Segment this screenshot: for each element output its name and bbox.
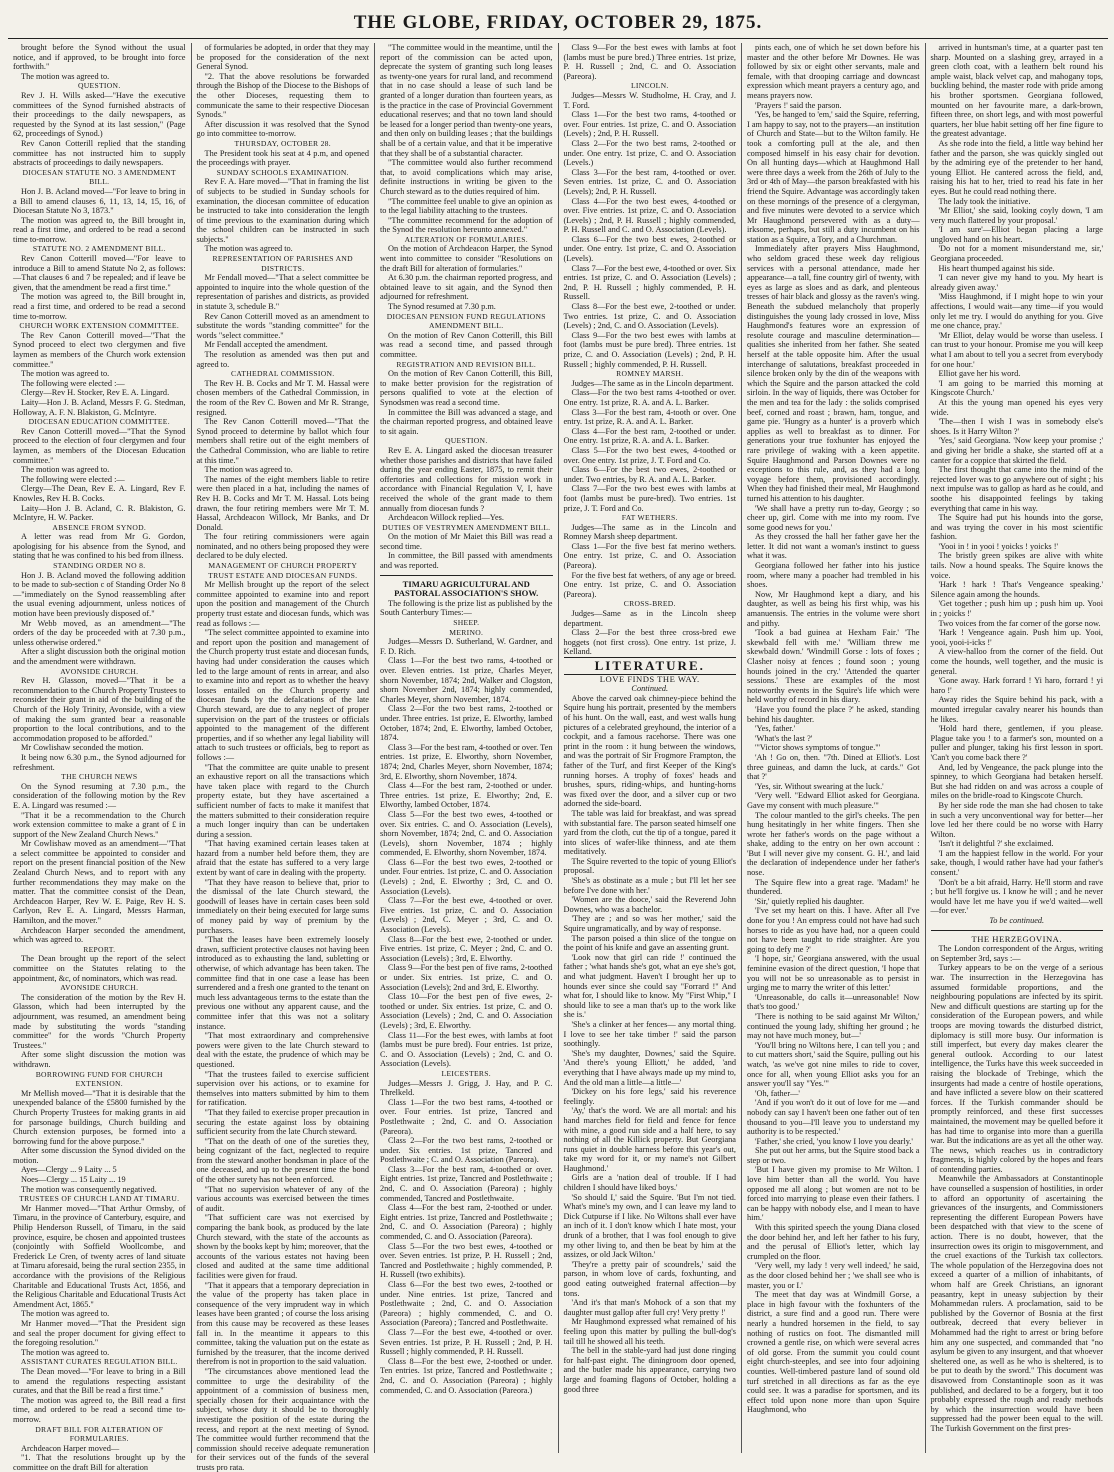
paragraph: 'Mr Elliot,' she said, looking coyly down, 'I am very much flattered by your proposal.' (930, 206, 1103, 225)
paragraph: Class 9—For the best pen of five rams, 2-toothed or under. Six entries. 1st prize, C. and O. Association (Levels); 2nd and 3rd, E. Elworthy. (380, 963, 553, 992)
paragraph: The following were elected :— (21, 378, 125, 388)
paragraph: The President took his seat at 4 p.m, and opened the proceedings with prayer. (196, 148, 369, 168)
paragraph: Class 1—For the two best rams, 4-toothed or over. Four entries. 1st prize, Tancred and Postlethwaite ; 2nd, C. and O. Association (Pareora). (380, 1097, 553, 1136)
paragraph: Clergy—The Dean, Rev E. A. Lingard, Rev F. Knowles, Rev H. B. Cocks. (13, 484, 186, 503)
paragraph: Rev Canon Cotterill moved—"For leave to introduce a Bill to amend Statute No 2, as follows:—That clauses 6 and 7 be repealed; and if leave be given, that the amendment be read a first time." (13, 254, 186, 292)
paragraph: Class 6—For the best two ewes, 2-toothed or under. Four entries. 1st prize, C. and O. Association (Levels) ; 2nd, E. Elworthy ; 3rd, C. and O. Association (Levels). (380, 857, 553, 896)
paragraph: Rev H. Glasson, moved—"That it be a recommendation to the Church Property Trustees to reconsider their grant in aid of the building of the Church of the Holy Trinity, Avonside, with a view of making the sum granted bear a reasonable proportion to the local contributions, and to the accommodation proposed to be afforded." (13, 676, 186, 743)
paragraph: 'Very well. "Edward Elliot asked for Georgiana. Gave my consent with much pleasure."' (747, 791, 920, 810)
paragraph: Class 7—For the best ewe, 4-toothed or over. Seven entries. 1st prize, P. H. Russell ; 2nd, P. H. Russell ; highly commended, P. H. Russell. (380, 1327, 553, 1357)
section-heading: CROSS-BRED. (623, 599, 676, 609)
paragraph: Class 1—For the five best fat merino wethers. One entry. 1st prize, C. and O. Association (Pareora). (563, 541, 736, 571)
paragraph: Class 7—For the best ewe, 4-toothed or over. Six entries. 1st prize, C. and O. Association (Levels) ; 2nd, P. H. Russell ; highly commended, P. H. Russell. (563, 263, 736, 302)
paragraph: 'You'll bring no Wiltons here, I can tell you ; and to cut matters short,' said the Squire, pulling out his watch, 'as we've got nine miles to ride to cover, once for all, when young Elliot asks you for an answer you'll say "Yes."' (747, 1040, 920, 1089)
paragraph: The motion was agreed to. (21, 465, 110, 475)
column-6 (926, 43, 1109, 1453)
paragraph: 'Look now that girl can ride !' continued the father ; 'what hands she's got, what an eye she's got, and what judgment. Haven't I brought her up to hounds ever since she could say "Forrard !" And what for, I should like to know. My "First Whip," I should like to see a man that's up to the work like she is.' (563, 952, 736, 1020)
paragraph: In committee, the Bill passed with amendments and was reported. (380, 551, 553, 571)
paragraph: Class 1—For the best two rams, 4-toothed or over. Four entries. 1st prize, C. and O. Association (Levels) ; 2nd, P. H. Russell. (563, 110, 736, 139)
paragraph: Mr Mellish moved—"That it is desirable that the unexpended balance of the £5800 furnished by the Church Property Trustees for making grants in aid for parsonage buildings, Church building and Church extension purposes, be formed into a borrowing fund for the above purpose." (13, 1088, 186, 1146)
paragraph: arrived in huntsman's time, at a quarter past ten sharp. Mounted on a slashing grey, arrayed in a green cloth coat, with a leathern belt round his ample waist, black velvet cap, and mahogany tops, buckling behind, the master rode with pride among his brother sportsmen. Georgiana followed, mounted on her favourite mare, a dark-brown, fifteen three, on short legs, and with most powerful quarters, her blue habit setting off her fine figure to the greatest advantage. (930, 43, 1103, 139)
paragraph: Class 4—For the best ram, 2-toothed or under. Eight entries. 1st prize, Tancred and Postlethwaite ; 2nd, C. and O. Association (Pareora) ; highly commended, C. and O. Association (Pareora). (380, 1203, 553, 1242)
section-heading: TRUSTEES OF CHURCH LAND AT TIMARU. (19, 1194, 180, 1204)
paragraph: 'Don't be a bit afraid, Harry. He'll storm and rave ; but he'll forgive us. I know he will ; and he never would have let me have you if we'd waited—well—for ever.' (930, 877, 1103, 916)
paragraph: Mr Mellish brought up the report of the select committee appointed to examine into and report upon the position and management of the Church property trust estate and diocesan funds, which was read as follows :— (196, 580, 369, 628)
paragraph: At 6.30 p.m. the chairman reported progress, and obtained leave to sit again, and the Synod then adjourned for refreshment. (380, 273, 553, 302)
paragraph: Class 3—For the best ram, 4-toothed or over. Seven entries. 1st prize, C. and O. Association (Levels); 2nd, P. H. Russell. (563, 167, 736, 196)
paragraph: Rev F. A. Hare moved—"That in framing the list of subjects to be studied in Sunday schools for examination, the diocesan committee of education be instructed to take into consideration the length of time previous to the examination during which the school children can be instructed in such subjects." (196, 177, 369, 244)
paragraph: 'Gone away. Hark forrard ! Yi haro, forrard ! yi haro !' (930, 676, 1103, 695)
paragraph: 'Unreasonable, do calls it—unreasonable! Now that's too good.' (747, 992, 920, 1012)
paragraph: "That most extraordinary and comprehensive powers were given to the late Church steward to deal with the estate, the prudence of which may be questioned. (196, 1031, 369, 1069)
paragraph: 'Women are the dooce,' said the Reverend John Downes, who was a bachelor. (563, 895, 736, 914)
paragraph: Class 1—For the best two rams, 4-toothed or over. Eleven entries. 1st prize, Charles Meyer, shorn November, 1874; 2nd, Walker and Clogston, shorn November 2nd, 1874; highly commended, Charles Meyer, shorn November, 1874. (380, 656, 553, 704)
divider (931, 930, 1104, 931)
section-heading: LINCOLN. (630, 81, 669, 91)
column-4 (559, 43, 743, 1453)
paragraph: Class 7—For the best ewe, 4-toothed or over. Five entries. 1st prize, C. and O. Association (Levels) ; 2nd, C. Meyer ; 3rd, C. and O. Association (Levels). (380, 896, 553, 935)
section-heading: BORROWING FUND FOR CHURCH EXTENSION. (35, 1069, 163, 1089)
paragraph: pints each, one of which he set down before his master and the other before Mr Downes. He was followed by six or eight other servants, male and female, with that drooping carriage and downcast expression which meant prayers a century ago, and means prayers now. (747, 43, 920, 100)
paragraph: 'There is nothing to be said against Mr Wilton,' continued the young lady, shifting her ground ; he may not have much money, but—' (747, 1011, 920, 1041)
paragraph: 'I've set my heart on this. I have. After all I've done for you ! An empress could not have had such horses to ride as you have had, nor a queen could not have been taught to ride straighter. Are you going to defy me ?' (747, 906, 920, 954)
paragraph: "That the committee are quite unable to present an exhaustive report on all the transactions which have taken place with regard to the Church property estate, but they have ascertained a sufficient number of facts to make it manifest that the matters submitted to their consideration require a much longer inquiry than can be undertaken during a session. (196, 762, 369, 839)
paragraph: Away rides the Squire behind his pack, with a mounted irregular cavalry nearer his hounds than he likes. (930, 695, 1103, 724)
paragraph: The Synod resumed at 7.30 p.m. (388, 302, 496, 312)
paragraph: Mr Fendall accepted the amendment. (204, 340, 328, 350)
paragraph: Rev E. A. Lingard asked the diocesan treasurer whether those parishes and districts that have failed during the year ending Easter, 1875, to remit their offertories and collections for mission work in accordance with Financial Regulation V, I, have received the whole of the grant made to them annually from diocesan funds ? (380, 445, 553, 513)
paragraph: 'Yes, sir. Without swearing at the luck.' (755, 781, 884, 791)
paragraph: Two voices from the far corner of the gorse now. (938, 618, 1101, 628)
divider (380, 575, 553, 576)
paragraph: "The circumstances above mentioned lead the committee to urge the desirability of the appointment of a commission of business men, specially chosen for their acquaintance with the subject, whose duty it should be to thoroughly investigate the position of the estate during the recess, and report at the next meeting of Synod. The committee would further recommend that the commission should receive adequate remuneration for their services out of the funds of the several trusts pro rata. (196, 1366, 369, 1472)
paragraph: 'Miss Haughmond, if I might hope to win your affections, I would wait—any time—if you would only let me try. I would do anything for you. Give me one chance, pray.' (930, 292, 1103, 331)
paragraph: 'And it's that man's Mohock of a son that my daughter must gallop after full cry! Very pretty !' (563, 1298, 736, 1317)
paragraph: The four retiring commissioners were again nominated, and no others being proposed they were declared to be duly elected. (196, 532, 369, 561)
paragraph: The Rev Canon Cotterill moved—"That the Synod proceed to elect two clergymen and five laymen as members of the Church work extension committee." (13, 330, 186, 369)
paragraph: 'Very well, my lady ! very well indeed,' he said, as the door closed behind her ; 'we shall see who is master, you or I.' (747, 1261, 920, 1290)
section-heading: ROMNEY MARSH. (616, 369, 684, 379)
paragraph: Laity—Hon J. B. Acland, Messrs F. G. Stedman, Holloway, A. F. N. Blakiston, G. McIntyre. (13, 397, 186, 417)
vote-line: Ayes—Clergy ... 9 Laity ... 5 (21, 1165, 117, 1175)
paragraph: The Dean moved—"For leave to bring in a Bill to amend the regulations respecting assistant curates, and that the Bill be read a first time." (13, 1366, 186, 1396)
paragraph: 'What's the last ?' (755, 733, 813, 743)
paragraph: 'I hope, sir,' Georgiana answered, with the usual feminine evasion of the direct question, 'I hope that you will not be so unreasonable as to persist in urging me to marry the writer of this letter.' (747, 954, 920, 993)
paragraph: Judges—The same as in the Lincoln and Romney Marsh sheep department. (563, 522, 736, 542)
paragraph: Class 2—For the two best rams, 2-toothed or under. Six entries. 1st prize, Tancred and Postlethwaite ; C. and O. Association (Pareora). (380, 1136, 553, 1165)
paragraph: Hon J. B. Acland moved the following addition to be made to sub-section c of Standing Order No 8—"immediately on the Synod reassembling after the usual evening adjournment, unless notices of motion have been previously disposed of." (13, 570, 186, 619)
paragraph: Class 6—For the best two ewes, 2-toothed or under. Two entries, by R. A. and A. L. Barker. (563, 465, 736, 484)
paragraph: 'And if you won't do it out of love for me —and nobody can say I haven't been one father out of ten thousand to you—I'll leave you to understand my authority is to be respected.' (747, 1098, 920, 1137)
section-heading: ALTERATION OF FORMULARIES. (404, 234, 528, 244)
paragraph: "That they have reason to believe that, prior to the dismissal of the late Church steward, the goodwill of leases have in certain cases been sold immediately on their being executed for large sums of money paid by way of premium by the purchasers. (196, 877, 369, 935)
paragraph: 'Yooi in ! in yooi ! yoicks ! yoicks !' (938, 541, 1058, 551)
paragraph: Judges—Messrs W. Studholme, H. Cray, and J. T. Ford. (563, 90, 736, 110)
paragraph: "The committee would also further recommend that, to avoid complications which may arise, definite instructions in writing be given to the Church steward as to the duties required of him. (380, 158, 553, 196)
paragraph: On the motion of Archdeacon Harper, the Synod went into committee to consider "Resolutions on the draft Bill for alteration of formularies." (380, 244, 553, 273)
paragraph: The resolution as amended was then put and agreed to. (196, 350, 369, 369)
paragraph: Clergy—Rev H. Stocker, Rev E. A. Lingard. (21, 388, 170, 398)
paragraph: "That having examined certain leases taken at hazard from a number held before them, they are afraid that the estate has suffered to a very large extent by want of care in dealing with the property. (196, 839, 369, 878)
paragraph: The following were elected :— (21, 474, 125, 484)
paragraph: 'Mr Elliot, delay would be worse than useless. I can trust to your honour. Promise me you will keep what I am about to tell you a secret from everybody for one hour.' (930, 330, 1103, 369)
paragraph: Class 9—For the two best ewes with lambs at foot (lambs must be pure bred). Three entries. 1st prize, C. and O. Association (Levels) ; 2nd, P. H. Russell ; highly commended, P. H. Russell. (563, 330, 736, 369)
paragraph: The following is the prize list as published by the South Canterbury Times:— (380, 598, 553, 618)
section-heading: SHEEP. (453, 618, 480, 628)
paragraph: On the Synod resuming at 7.30 p.m., the consideration of the following motion by the Rev E. A. Lingard was resumed :— (13, 781, 186, 810)
paragraph: "That on the death of one of the sureties they, being cognizant of the fact, neglected to require from the steward another bondsman in place of the one deceased, and up to the present time the bond of the other surety has not been enforced. (196, 1136, 369, 1185)
paragraph: 'I am the happiest fellow in the world. For your sake, though, I would rather have had your father's consent.' (930, 848, 1103, 878)
paragraph: Class 2—For the best three cross-bred ewe hoggets (not first cross). One entry. 1st prize, J. Kelland. (563, 628, 736, 657)
paragraph: Class 3—For the best ram, 4-toothed or over. Eight entries. 1st prize, Tancred and Postlethwaite ; 2nd, C. and O. Association (Pareora) ; highly commended, Tancred and Postlethwaite. (380, 1164, 553, 1203)
paragraph: Georgiana followed her father into his justice room, where many a poacher had trembled in his shoes. (747, 561, 920, 590)
paragraph: "That the trustees failed to exercise sufficient supervision over his actions, or to examine for themselves into matters submitted by him to them for ratification. (196, 1069, 369, 1108)
paragraph: The parson poised a thin slice of the tongue on the point of his knife and gave an assenting grunt. (563, 933, 736, 953)
paragraph: The motion was agreed to. (204, 465, 293, 475)
paragraph: Archdeacon Harper seconded the amendment, which was agreed to. (13, 925, 186, 945)
paragraph: of formularies be adopted, in order that they may be proposed for the consideration of the next General Synod. (196, 43, 369, 72)
paragraph: Mr Hanmer moved—"That the President sign and seal the proper document for giving effect to the foregoing resolution." (13, 1318, 186, 1348)
section-heading: STANDING ORDER NO 8. (53, 561, 146, 571)
section-heading: ASSISTANT CURATES REGULATION BILL. (20, 1357, 178, 1367)
paragraph: "That no supervision whatever of any of the various accounts was exercised between the times of audit. (196, 1184, 369, 1213)
paragraph: 'Yes, father.' (755, 724, 796, 734)
section-heading: CHURCH WORK EXTENSION COMMITTEE. (19, 321, 180, 331)
column-5 (742, 43, 926, 1453)
paragraph: 'Dickey on his fore legs,' said his reverence feelingly. (563, 1087, 736, 1106)
paragraph: Immediately after prayers Miss Haughmond, who seldom graced these week day religious services with a personal attendance, made her appearance—a tall, fine country girl of twenty, with eyes as large as sloes and as dark, and plenteous tresses of hair black and glossy as the raven's wing. Beneath the subdued melancholy that properly distinguishes the young lady crossed in love, Miss Haughmond's features wore an expression of resolute courage and masculine determination—qualities she inherited from her father. She seated herself at the table opposite him. After the usual interchange of salutations, breakfast proceeded in silence broken only by the din of the weapons with which the Squire and the parson attacked the cold sirloin. In the way of liquids, there was October for the men and tea for the lady : the solids comprised beef, corned and roast ; brawn, ham, tongue, and game pie. 'Hungry as a hunter' is a proverb which applies as well to breakfast as to dinner. For generations your true foxhunter has enjoyed the rare privilege of waking with a keen appetite. Squire Haughmond and Parson Downes were no exceptions to this rule, and, as they had a long voyage before them, provisioned accordingly. When they had finished their meal, Mr Haughmond turned his attention to his daughter. (747, 244, 920, 503)
paragraph: Class 5—For the two best ewes, 4-toothed or over. Seven entries. 1st prize, P. H. Russell ; 2nd, Tancred and Postlethwaite ; highly commended, P. H. Russell (two exhibits). (380, 1241, 553, 1280)
paragraph: Above the carved oak chimney-piece behind the Squire hung his portrait, presented by the members of his hunt. On the wall, east, and west walls hung pictures of a celebrated greyhound, the interior of a cockpit, and a famous racehorse. There was one print in the room : it hung between the windows, and was the portrait of Sir Frogmore Frampton, the father of the Turf, and first Keeper of the King's running horses. A trophy of foxes' heads and brushes, spurs, riding-whips, and hunting-horns was fixed over the door, and a silver cup or two adorned the side-board. (563, 693, 736, 809)
paragraph: The motion was agreed to. (204, 244, 293, 254)
paragraph: 'They are ; and so was her mother,' said the Squire ungramatically, and by way of response. (563, 914, 736, 934)
section-heading: AVONSIDE CHURCH. (60, 983, 139, 993)
paragraph: As they crossed the hall her father gave her the letter. It did not want a woman's instinct to guess what it was. (747, 532, 920, 561)
paragraph: 'She's a clinker at her fences— any mortal thing. I love to see her take timber !' said the parson soothingly. (563, 1019, 736, 1049)
paragraph: Mr Webb moved, as an amendment—"The orders of the day be proceeded with at 7.30 p.m., unless otherwise ordered." (13, 618, 186, 647)
paragraph: Class 4—For the two best ewes, 4-toothed or over. Five entries. 1st prize, C. and O. Association (Levels) ; 2nd, P. H. Russell ; highly commended, P. H. Russell and C. and O. Association (Levels). (563, 196, 736, 235)
paragraph: After discussion it was resolved that the Synod go into committee to-morrow. (196, 119, 369, 139)
paragraph: Rev Canon Cotterill replied that the standing committee has not instructed him to supply abstracts of proceedings to daily newspapers. (13, 138, 186, 168)
paragraph: 'Yes,' said Georgiana. 'Now keep your promise ;' and giving her bridle a shake, she started off at a canter for a coppice that skirted the field. (930, 436, 1103, 465)
paragraph: At this the young man opened his eyes very wide. (930, 397, 1103, 417)
paragraph: Rev J. H. Wills asked—"Have the executive committees of the Synod furnished abstracts of their proceedings to the daily newspapers, as requested by the Synod at its last session," (Page 62, proceedings of Synod.) (13, 90, 186, 139)
paragraph: 'The—then I wish I was in somebody else's shoes. Is it Harry Wilton ?' (930, 417, 1103, 436)
paragraph: Class 7—For the two best ewes with lambs at foot (lambs must be pure-bred). Two entries. 1st prize, J. T. Ford and Co. (563, 484, 736, 513)
paragraph: On the motion of Rev Canon Cotterill, this Bill was read a second time, and passed through committee. (380, 330, 553, 359)
paragraph: With this spirited speech the young Diana closed the door behind her, and left her father to his fury, and the perusal of Elliot's letter, which lay crumpled on the floor. (747, 1223, 920, 1261)
paragraph: The Squire flew into a great rage. 'Madam!' he thundered. (747, 877, 920, 897)
paragraph: 'Get together ; push him up ; push him up. Yooi in ; yoicks !' (930, 599, 1103, 619)
paragraph: The motion was agreed to, the Bill brought in, read a first time, and ordered to be read a second time to-morrow. (13, 215, 186, 244)
paragraph: Judges—Messrs D. Sutherland, W. Gardner, and F. D. Rich. (380, 637, 553, 656)
paragraph: 'Hark ! hark ! That's Vengeance speaking.' Silence again among the hounds. (930, 580, 1103, 599)
page-header: THE GLOBE, FRIDAY, OCTOBER 29, 1875. (8, 8, 1108, 39)
paragraph: Class 5—For the best two ewes, 4-toothed or over. Six entries. C. and O. Association (Levels), shorn November, 1874; 2nd, C. and O. Association (Levels), shorn November, 1874 ; highly commended, E. Elworthy, shorn November, 1874. (380, 809, 553, 858)
paragraph: As she rode into the field, a little way behind her father and the parson, she was quickly singled out by the admiring eye of the pretender to her hand, young Elliot. He cantered across the field, and, raising his hat to her, tried to read his fate in her eyes. But he could read nothing there. (930, 138, 1103, 196)
section-heading: CATHEDRAL COMMISSION. (231, 369, 335, 379)
section-heading: QUESTION. (77, 81, 121, 91)
paragraph: Hon J. B. Acland moved—"For leave to bring in a Bill to amend clauses 6, 11, 13, 14, 15, 16, of Diocesan Statute No 3, 1873." (13, 186, 186, 216)
paragraph: Class 2—For the two best rams, 2-toothed or under. Three entries. 1st prize, E. Elworthy, lambed October, 1874; 2nd, E. Elworthy, lambed October, 1874. (380, 704, 553, 743)
paragraph: It being now 6.30 p.m., the Synod adjourned for refreshment. (13, 752, 186, 772)
paragraph: Mr Hanmer moved—"That Arthur Ormsby, of Timaru, in the province of Canterbury, esquire, and Philip Henderson Russell, of Timaru, in the said province, esquire, be chosen and appointed trustees (conjointly with Soffield Woollcombe, and Frederick Le Cren, of twenty acres of land situate at Timaru aforesaid, being the rural section 2355, in accordance with the provisions of the Religious Charitable and Educational Trusts Act, 1856, and the Religious Charitable and Educational Trusts Act Amendment Act, 1865." (13, 1203, 186, 1309)
column-2 (192, 43, 376, 1472)
continued-note: Continued. (631, 684, 669, 694)
section-heading: QUESTION. (444, 436, 488, 446)
paragraph: 'Ay,' that's the word. We are all mortal: and his hand marches field for field and fence for fence with mine, a good run side and a half here, to say nothing of all the Killick property. But Georgiana runs quiet in double harness before this year's out, take my word for it, or my name's not Gilbert Haughmond.' (563, 1106, 736, 1173)
paragraph: 'Ah ! Go on, then. "7th. Dined at Elliot's. Lost three guineas, and damn the luck, at cards." Got that ?' (747, 752, 920, 782)
paragraph: The motion was agreed to, the Bill brought in, read a first time, and ordered to be read a second time to-morrow. (13, 292, 186, 321)
paragraph: Class 8—For the best ewe, 2-toothed or under. Two entries. 1st prize, C. and O. Association (Levels) ; 2nd, C. and O. Association (Levels). (563, 302, 736, 331)
paragraph: Class 11—For the best ewes, with lambs at foot (lambs must be pure bred). Four entries. 1st prize, C. and O. Association (Levels) ; 2nd, C. and O. Association (Levels). (380, 1030, 553, 1069)
paragraph: The Squire had put his hounds into the gorse, and was trying the cover in his most scientific fashion. (930, 513, 1103, 542)
paragraph: The motion was consequently negatived. (21, 1184, 157, 1194)
paragraph: Rev Canon Cotterill moved—"That the Synod proceed to the election of four clergymen and four laymen, as members of the Diocesan Education committee." (13, 426, 186, 465)
section-heading: STATUTE NO. 2 AMENDMENT BILL. (32, 244, 166, 254)
vote-line: Noes—Clergy ... 15 Laity ... 19 (21, 1175, 126, 1185)
paragraph: Archdeacon Harper moved— (21, 1443, 120, 1453)
paragraph: The consideration of the motion by the Rev H. Glasson, which had been interrupted by the adjournment, was resumed, an amendment being made by substituting the words "standing committee" for the words "Church Property Trustees." (13, 992, 186, 1050)
paragraph: '"Victor shows symptoms of tongue."' (755, 743, 881, 753)
paragraph: Class 8—For the best ewe, 2-toothed or under. Ten entries. 1st prize, Tancred and Postlethwaite ; 2nd, C. and O. Association (Pareora) ; highly commended, C. and O. Association (Pareora.) (380, 1356, 553, 1395)
paragraph: His heart thumped against his side. (938, 263, 1055, 273)
columns (8, 43, 1108, 1472)
paragraph: The motion was agreed to. (21, 1347, 110, 1357)
paragraph: And, led by Vengeance, the pack plunge into the spinney, to which Georgiana had betaken herself. But she had ridden on and was across a couple of miles on the bridle-road to Kingscote Church. (930, 762, 1103, 801)
paragraph: 'Sir,' quietly replied his daughter. (755, 896, 865, 906)
section-heading: MERINO. (449, 627, 484, 637)
paragraph: Judges—Same as in the Lincoln sheep department. (563, 609, 736, 628)
paragraph: The table was laid for breakfast, and was spread with substantial fare. The parson seated himself one yard from the cloth, cut the tip of a tongue, pared it into slices of wafer-like thinness, and ate them meditatively. (563, 808, 736, 857)
section-heading: THURSDAY, OCTOBER 28. (234, 138, 331, 148)
paragraph: Archdeacon Willock replied—Yes. (388, 513, 504, 523)
paragraph: "The committee would in the meantime, until the report of the commission can be acted upon, deprecate the system of granting such long leases as twenty-one years for rural land, and recommend that in no case should a lease of such land be granted of a longer duration than fourteen years, as is the practice in the case of Provincial Government educational reserves; and that no town land should be leased for a longer period than twenty-one years, and then only on building leases ; that the buildings shall be of a certain value, and that it be imperative that they shall be of a substantial character. (380, 43, 553, 158)
paragraph: After a slight discussion both the original motion and the amendment were withdrawn. (13, 647, 186, 666)
paragraph: The first thought that came into the mind of the rejected lover was to go anywhere out of sight ; his next impulse was to gallop as hard as he could, and soothe his disappointed feelings by taking everything that came in his way. (930, 465, 1103, 513)
paragraph: The colour mantled to the girl's cheeks. The pen hung hesitatingly in her white fingers. Then she wrote her father's words on the page without a shake, adding to the entry on her own account : 'But I will never give my consent. G. H.', and laid the declaration of independence under her father's nose. (747, 810, 920, 878)
paragraph: 'Hark ! Vengeance again. Push him up. Yooi, yooi, yooi-i-icks !' (930, 628, 1103, 647)
paragraph: The Squire reverted to the topic of young Elliot's proposal. (563, 856, 736, 876)
paragraph: On the motion of Mr Maiet this Bill was read a second time. (380, 532, 553, 551)
paragraph: 'Took a bad guinea at Hexham Fair.' 'The skewbald fell with me.' 'William threw me skewbald down.' 'Windmill Gorse : lots of foxes ; Clasher noisy at fences ; found soon ; young hounds joined in the cry.' 'Attended the quarter sessions.' These are examples of the most noteworthy events in the Squire's life which were held worthy of record in his diary. (747, 628, 920, 705)
section-heading: THE CHURCH NEWS (61, 772, 138, 782)
paragraph: 'Father,' she cried, 'you know I love you dearly.' (755, 1136, 913, 1146)
paragraph: Class 3—For the best ram, 4-tooth or over. One entry. 1st prize, R. A. and A. L. Barker. (563, 407, 736, 427)
paragraph: "The select committee appointed to examine into and report upon the position and management of the Church property trust estate and diocesan funds, having had under consideration the causes which led to the large amount of rents in arrear, and also to examine into and report as to whether the heavy losses entailed on the Church property and diocesan funds by the defalcations of the late Church steward, are due to any neglect of proper supervision on the part of the trustees or officials appointed to the management of the different properties, and if so whether any legal liability will attach to such trustees or officials, beg to report as follows :— (196, 628, 369, 762)
story-title: LOVE FINDS THE WAY. (599, 673, 700, 684)
section-heading: DIOCESAN PENSION FUND REGULATIONS AMENDMENT BILL. (386, 311, 546, 331)
paragraph: 'She's my daughter, Downes,' said the Squire. 'And there's young Elliott,' he added, 'and everything that I have always made up my mind to, And the old man a little—a little—' (563, 1048, 736, 1087)
section-heading: DIOCESAN EDUCATION COMMITTEE. (28, 417, 170, 427)
paragraph: 'We shall have a pretty run to-day, Georgy ; so cheer up, girl. Come with me into my room. I've some good news for you.' (747, 503, 920, 532)
paragraph: 'Isn't it delightful ?' she exclaimed. (938, 839, 1054, 849)
paragraph: 'Do not for a moment misunderstand me, sir,' Georgiana proceeded. (930, 244, 1103, 264)
article-title: TIMARU AGRICULTURAL AND PASTORAL ASSOCIATION'S SHOW. (394, 578, 539, 599)
section-heading: DRAFT BILL FOR ALTERATION OF FORMULARIES. (35, 1424, 164, 1444)
paragraph: Mr Fendall moved—"That a select committee be appointed to inquire into the whole question of the representation of parishes and districts, as provided in statute 3, schedule B." (196, 273, 369, 312)
paragraph: brought before the Synod without the usual notice, and if approved, to be brought into force forthwith." (13, 43, 186, 72)
paragraph: For the five best fat wethers, of any age or breed. One entry. 1st prize, C. and O. Association (Pareora). (563, 570, 736, 599)
paragraph: "2. That the above resolutions be forwarded through the Bishop of the Diocese to the Bishops of the other Dioceses, requesting them to communicate the same to their respective Diocesan Synods." (196, 71, 369, 120)
paragraph: 'They're a pretty pair of scoundrels,' said the parson, in whom love of cards, foxhunting, and good eating outweighed fraternal affection—by tons. (563, 1259, 736, 1298)
paragraph: 'Yes, be hanged to 'em,' said the Squire, referring, I am happy to say, not to the prayers—an institution of Church and State—but to the Wilton family. He took a comforting pull at the ale, and then composed himself in his easy chair for devotion. On all hunting days—which at Haughmond Hall were three days a week from the 26th of July to the 3rd or 4th of May—the parson breakfasted with his friend the Squire. Advantage was accordingly taken on these mornings of the presence of a clergyman, and five minutes were devoted to a service which Mr Haughmond persevered with as a duty—irksome, perhaps, but still a duty incumbent on his station as a Squire, a Tory, and a Churchman. (747, 110, 920, 244)
paragraph: "1. That the resolutions brought up by the committee on the draft Bill for alteration (13, 1453, 186, 1472)
paragraph: Class 9—For the best ewes with lambs at foot (lambs must be pure bred.) Three entries. 1st prize, P. H. Russell ; 2nd, C. and O. Association (Pareora). (563, 43, 736, 81)
to-be-continued-note: To be continued. (989, 916, 1045, 926)
paragraph: Now, Mr Haughmond kept a diary, and his daughter, as well as being his first whip, was his amanuensis. The entries in the volume were short and pithy. (747, 589, 920, 628)
paragraph: The meet that day was at Windmill Gorse, a place in high favour with the foxhunters of the district, a sure find and a good run. There were nearly a hundred horsemen in the field, to say nothing of rustics on foot. The dismantled mill crowned a gentle rise, on which were several acres of old gorse. From the summit you could count eight church-steeples, and see into four adjoining counties. Well-timbered pasture land of sound old turf stretched in all directions as far as the eye could see. It was a paradise for sportsmen, and its effect told upon none more than upon Squire Haughmond, who (747, 1290, 920, 1415)
paragraph: A view-halloo from the corner of the field. Out come the hounds, well together, and the music is general. (930, 647, 1103, 676)
paragraph: "That they failed to exercise proper precaution in securing the estate against loss by obtaining sufficient security from the late Church steward. (196, 1107, 369, 1137)
paragraph: 'I am sure'—Elliot began placing a large ungloved hand on his heart. (930, 225, 1103, 244)
paragraph: "The committee recommend for the adoption of the Synod the resolution hereunto annexed." (380, 215, 553, 235)
paragraph: Meanwhile the Ambassadors at Constantinople have counselled a suspension of hostilities, in order to afford an opportunity of ascertaining the grievances of the insurgents, and Commissioners representing the different European Powers have been despatched with that view to the scene of action. There is no doubt, however, that the insurrection owes its origin to misgovernment, and the cruel exactions of the Turkish tax collectors. The whole population of the Herzegovina does not exceed a quarter of a million of inhabitants, of whom half are Greek Christians, an ignorant peasantry, kept in uneasy subjection by their Mohammedan rulers. A proclamation, said to be published by the Governor of Bosnia at the first outbreak, decreed that every believer in Mohammed had the right to arrest or bring before him any one suspected, and commanded that "no asylum be given to any insurgent, and that whoever sheltered one, as well as he who is sheltered, is to be put to death by the sword." This document was disavowed from Constantinople soon as it was published, and declared to be a forgery, but it too probably expressed the rough and ready methods by which the insurrection would have been suppressed had the power been equal to the will. The Turkish Government on the first pres- (930, 1174, 1103, 1433)
paragraph: 'But I have given my promise to Mr Wilton. I love him better than all the world. You have opposed me all along ; but women are not to be forced into marrying to please even their fathers. I can be happy with nobody else, and I mean to have him.' (747, 1165, 920, 1223)
paragraph: "That sufficient care was not exercised by comparing the bank book, as produced by the late Church steward, with the state of the accounts as shown by the books kept by him; moreover, that the accounts of the various estates not having been closed and audited at the same time additional facilities were given for fraud. (196, 1213, 369, 1280)
paragraph: "That it be a recommendation to the Church work extension committee to make a grant of £ in support of the New Zealand Church News." (13, 810, 186, 839)
section-heading: REGISTRATION AND REVISION BILL. (396, 359, 537, 369)
section-heading: ABSENCE FROM SYNOD. (52, 522, 147, 532)
paragraph: Judges—The same as in the Lincoln department. (571, 378, 734, 388)
paragraph: The Rev H. B. Cocks and Mr T. M. Hassal were chosen members of the Cathedral Commission, in the room of the Rev C. Bowen and Mr R. Strange, resigned. (196, 378, 369, 417)
paragraph: The motion was agreed to. (21, 1309, 110, 1319)
paragraph: Elliot gave her his word. (938, 369, 1021, 379)
paragraph: By her side rode the man she had chosen to take in such a very unconventional way for better—her love led her there could be no worse with Harry Wilton. (930, 800, 1103, 839)
paragraph: Turkey appears to be on the verge of a serious war. The insurrection in the Herzegovina has assumed formidable proportions, and the neighbouring populations are infected by its spirit. New and difficult questions are starting up for the consideration of the European powers, and while troops are moving towards the disturbed district, diplomacy is still more busy. Our information is still imperfect, but every day makes clearer the general outlook. According to our latest intelligence, the Turks have this week succeeded in raising the blockade of Trebinge, which the insurgents had made a centre of hostile operations, and have inflicted a severe blow on their scattered forces. If the Turkish commander should be promptly reinforced, and these first successes maintained, the movement may be quelled before it has had time to organise into more than a guerilla war. But the indications are as yet all the other way. The news, which reaches us in contradictory fragments, is highly colored by the hopes and fears of contending parties. (930, 963, 1103, 1174)
paragraph: 'So should I,' said the Squire. 'But I'm not tied. What's mine's my own, and I can leave my land to Dick Cutpurse if I like. No Wiltons shall ever have an inch of it. I don't know which I hate most, your drunk of a brother, that I was fool enough to give my other living to, and then be beat by him at the assizes, or old Jack Wilton.' (563, 1192, 736, 1260)
paragraph: Class 5—For the two best ewes, 4-toothed or over. One entry. 1st prize, J. T. Ford and Co. (563, 445, 736, 465)
paragraph: The London correspondent of the Argus, writing on September 3rd, says :— (930, 944, 1103, 963)
paragraph: The motion was agreed to, the Bill read a first time, and ordered to be read a second time to-morrow. (13, 1395, 186, 1424)
section-heading: REPRESENTATION OF PARISHES AND DISTRICTS. (212, 254, 353, 273)
article-title: THE HERZEGOVINA. (971, 933, 1063, 944)
section-heading: REPORT. (83, 944, 116, 954)
section-heading: DUTIES OF VESTRYMEN AMENDMENT BILL. (382, 522, 551, 532)
paragraph: Class 6—For the two best ewes, 2-toothed or under. One entry. 1st prize, C. and O. Association (Levels). (563, 234, 736, 264)
paragraph: The Rev Canon Cotterill moved—"That the Synod proceed to determine by ballot which four members shall retire out of the eight members of the Cathedral Commission, who are liable to retire at this time." (196, 417, 369, 465)
paragraph: After some discussion the Synod divided on the motion. (13, 1146, 186, 1165)
section-heading: DIOCESAN STATUTE NO. 3 AMENDMENT BILL. (22, 167, 176, 187)
paragraph: Girls are a 'nation deal of trouble. If I had children I should have liked boys.' (563, 1173, 736, 1193)
paragraph: In committee the Bill was advanced a stage, and the chairman reported progress, and obtained leave to sit again. (380, 407, 553, 436)
paragraph: 'Oh, father—' (755, 1088, 800, 1098)
paragraph: The motion was agreed to. (21, 71, 110, 81)
paragraph: After some slight discussion the motion was withdrawn. (13, 1050, 186, 1069)
paragraph: Judges—Messrs J. Grigg, J. Hay, and P. C. Threlkeld. (380, 1078, 553, 1098)
paragraph: The Dean brought up the report of the select committee on the Statutes relating to the appointment, &c, of nominators, which was read. (13, 954, 186, 983)
paragraph: The bristly green spikes are alive with white tails. Now a hound speaks. The Squire knows the voice. (930, 551, 1103, 580)
paragraph: 'Have you found the place ?' he asked, standing behind his daughter. (747, 704, 920, 724)
paragraph: Mr Cowlishaw moved as an amendment—"That a select committee be appointed to consider and report on the present financial position of the New Zealand Church News, and to report with any further recommendations they may make on the matter. That the committee consist of the Dean, Archdeacon Harper, Rev W. E. Paige, Rev H. S. Carlyon, Rev E. A. Lingard, Messrs Harman, Hamilton, and the mover." (13, 839, 186, 926)
column-1 (8, 43, 192, 1472)
paragraph: 'I am going to be married this morning at Kingscote Church.' (930, 378, 1103, 398)
section-heading: SUNDAY SCHOOLS EXAMINATION. (216, 167, 349, 177)
paragraph: Mr Cowlishaw seconded the motion. (21, 743, 144, 753)
paragraph: She put out her arms, but the Squire stood back a step or two. (747, 1146, 920, 1165)
paragraph: Laity—Hon J. B. Acland, C. R. Blakiston, G. McIntyre, H. W. Packer. (13, 503, 186, 523)
paragraph: 'Prayers !' said the parson. (755, 100, 842, 110)
paragraph: Class 2—For the two best rams, 2-toothed or under. One entry. 1st prize, C. and O. Association (Levels.) (563, 138, 736, 168)
paragraph: 'Hold hard there, gentlemen, if you please. Plague take you ! to a farmer's son, mounted on a puller and plunger, taking his first lesson in sport. 'Can't you come back there ?' (930, 724, 1103, 762)
section-heading: AVONSIDE CHURCH. (60, 666, 139, 676)
paragraph: "The committee feel unable to give an opinion as to the legal liability attaching to the trustees. (380, 196, 553, 216)
section-heading: MANAGEMENT OF CHURCH PROPERTY TRUST ESTATE AND DIOCESAN FUNDS. (208, 561, 358, 580)
paragraph: The bell in the stable-yard had just done ringing for half-past eight. The diningroom door opened, and the butler made his appearance, carrying two large and foaming flagons of October, holding a good three (563, 1346, 736, 1394)
paragraph: Mr Haughmond expressed what remained of his feeling upon this matter by pulling the bull-dog's tail till he showed all his teeth. (563, 1317, 736, 1346)
section-heading: LEICESTERS. (441, 1068, 491, 1078)
section-heading: FAT WETHERS. (621, 513, 678, 523)
paragraph: Class 4—For the best ram, 2-toothed or under. One entry. 1st prize, R. A. and A. L. Barker. (563, 426, 736, 446)
paragraph: Class 3—For the best ram, 4-toothed or over. Ten entries. 1st prize, E. Elworthy, shorn November, 1874; 2nd, Charles Meyer, shorn November, 1874; 3rd, E. Elworthy, shorn November, 1874. (380, 742, 553, 781)
paragraph: Class 4—For the best ram, 2-toothed or under. Three entries. 1st prize, E. Elworthy; 2nd, E. Elworthy, lambed October, 1874. (380, 781, 553, 810)
paragraph: Class—For the two best rams 4-toothed or over. One entry. 1st prize, R. A. and A. L. Barker. (563, 388, 736, 407)
paragraph: The motion was agreed to. (21, 369, 110, 379)
paragraph: The lady took the initiative. (938, 196, 1031, 206)
paragraph: On the motion of Rev Canon Cotterill, this Bill, to make better provision for the registration of persons qualified to vote at the election of Synodsmen was read a second time. (380, 369, 553, 407)
paragraph: Class 10—For the best pen of five ewes, 2-toothed or under. Six entries. 1st prize, C. and O. Association (Levels) ; 2nd, C. and O. Association (Levels) ; 3rd, E. Elworthy. (380, 992, 553, 1030)
paragraph: Class 6—For the best two ewes, 2-toothed or under. Nine entries. 1st prize, Tancred and Postlethwaite ; 2nd, C. and O. Association (Pareora) ; highly commended, C. and O. Association (Pareora) ; Tancred and Postlethwaite. (380, 1280, 553, 1328)
paragraph: 'I can never give my hand to you. My heart is already given away.' (930, 273, 1103, 292)
paragraph: "That it appears that a temporary depreciation in the value of the property has taken place in consequence of the very imprudent way in which leases have been granted ; of course the loss arising from this cause may be recovered as these leases fall in. In the meantime it appears to this committee, taking the valuation put on the estate as furnished by the treasurer, that the income derived therefrom is not in proportion to the said valuation. (196, 1280, 369, 1367)
paragraph: "That the leases have been extremely loosely drawn, sufficient protective clauses not having been introduced as to exhausting the land, subletting or otherwise, of which advantage has been taken. The committee find that in one case a lease has been surrendered and a fresh one granted to the tenant on much less advantageous terms to the estate than the previous one without any apparent cause, and the committee infer that this was not a solitary instance. (196, 935, 369, 1031)
paragraph: Class 8—For the best ewe, 2-toothed or under. Five entries. 1st prize, C. Meyer ; 2nd, C. and O. Association (Levels) ; 3rd, E. Elworthy. (380, 934, 553, 963)
paragraph: 'She's as obstinate as a mule ; but I'll let her see before I've done with her.' (563, 876, 736, 895)
paragraph: The names of the eight members liable to retire were then placed in a hat, including the names of Rev H. B. Cocks and Mr T. M. Hassal. Lots being drawn, the four retiring members were Mr T. M. Hassal, Archdeacon Willock, Mr Banks, and Dr Donald. (196, 474, 369, 532)
literature-heading: LITERATURE. (564, 657, 737, 675)
paragraph: A letter was read from Mr G. Gordon, apologising for his absence from the Synod, and stating that he was confined to his bed from illness. (13, 532, 186, 561)
column-3 (375, 43, 559, 1453)
paragraph: Rev Canon Cotterill moved as an amendment to substitute the words "standing committee" for the words "select committee." (196, 311, 369, 340)
